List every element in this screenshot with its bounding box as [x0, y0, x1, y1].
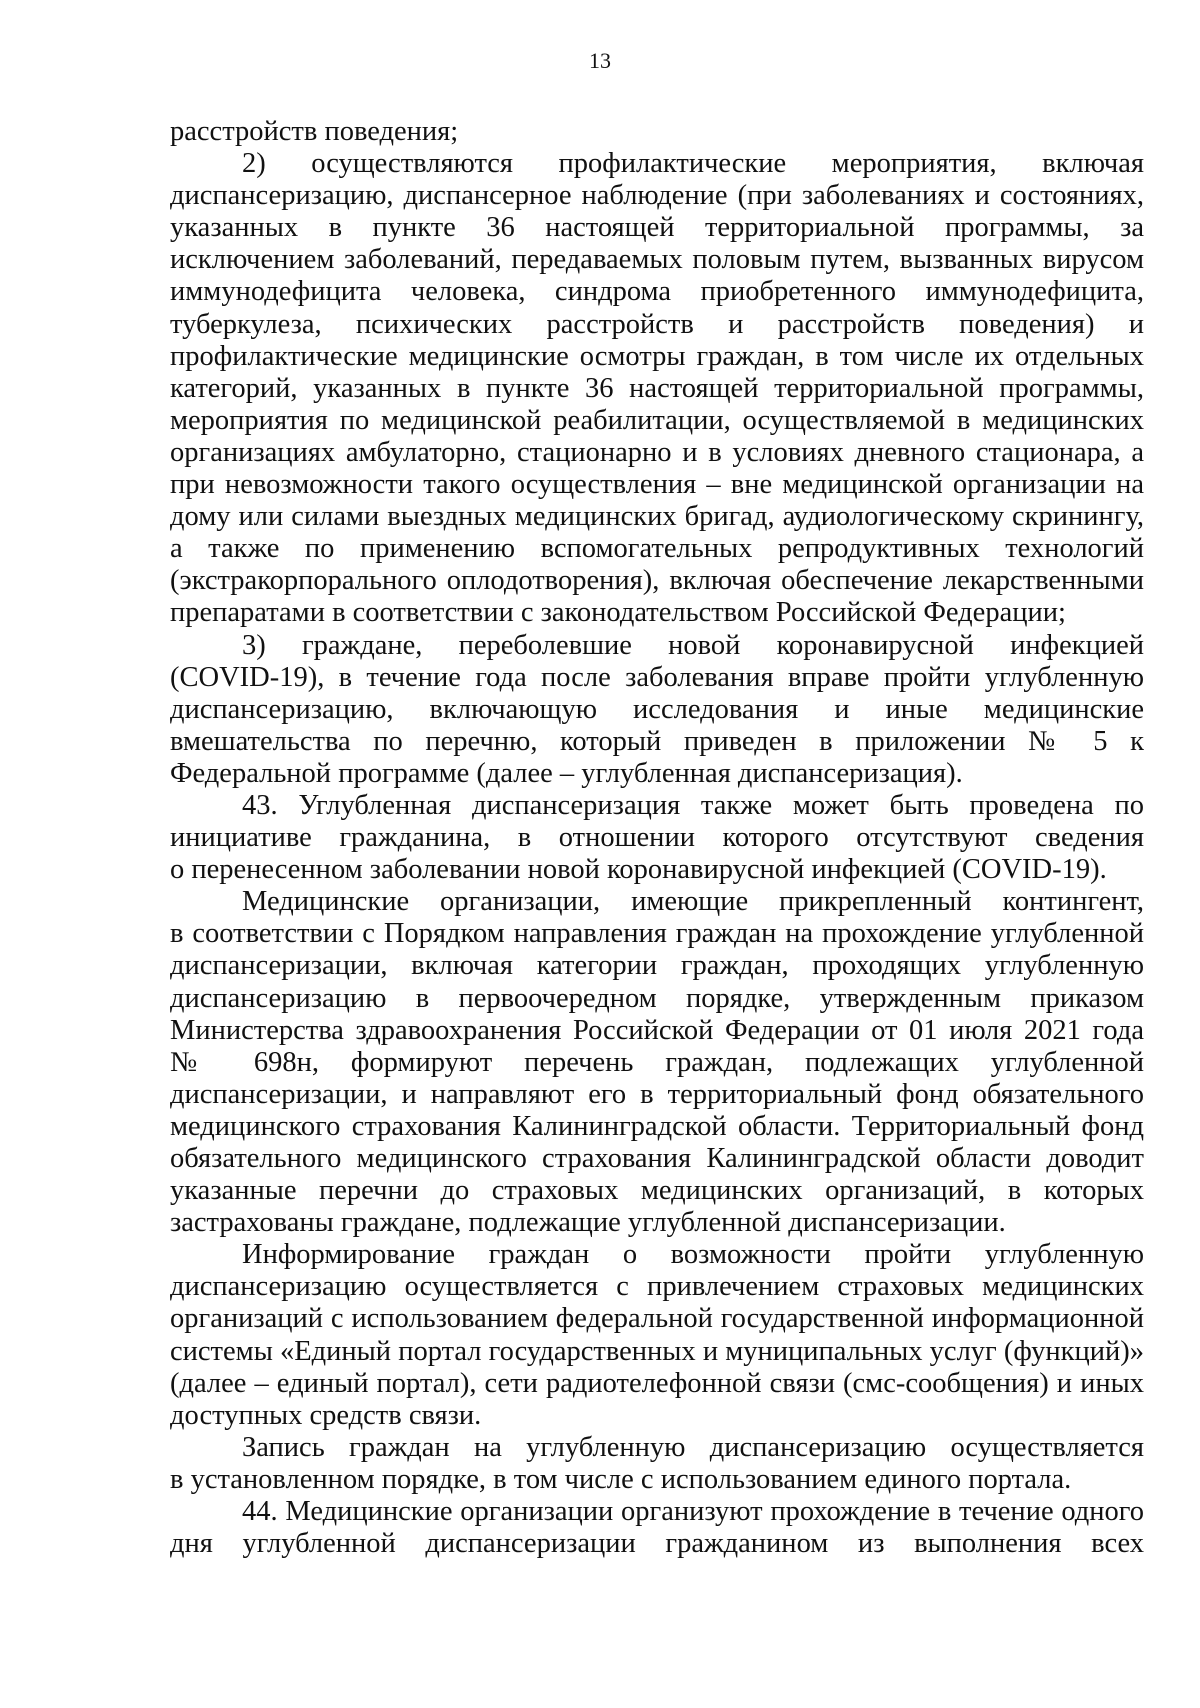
text-line: 43. Углубленная диспансеризация также может быть проведена по — [242, 789, 1144, 821]
text-line: диспансеризации, и направляют его в территориальный фонд обязательного — [170, 1078, 1144, 1110]
text-line: (экстракорпорального оплодотворения), включая обеспечение лекарственными — [170, 565, 1144, 597]
text-line: (COVID-19), в течение года после заболевания вправе пройти углубленную — [170, 661, 1144, 693]
text-line: системы «Единый портал государственных и муниципальных услуг (функций)» — [170, 1335, 1144, 1367]
text-line: профилактические медицинские осмотры граждан, в том числе их отдельных — [170, 340, 1144, 372]
text-line: Запись граждан на углубленную диспансеризацию осуществляется — [242, 1431, 1144, 1463]
text-line: диспансеризацию в первоочередном порядке, утвержденным приказом — [170, 982, 1144, 1014]
text-line: указанных в пункте 36 настоящей территориальной программы, за — [170, 212, 1144, 244]
document-body — [170, 116, 1144, 1560]
text-line: обязательного медицинского страхования Калининградской области доводит — [170, 1143, 1144, 1174]
text-line: организациях амбулаторно, стационарно и в условиях дневного стационара, а — [170, 436, 1144, 468]
text-line: а также по применению вспомогательных репродуктивных технологий — [170, 533, 1144, 565]
text-line: при невозможности такого осуществления – вне медицинской организации на — [170, 469, 1144, 501]
text-line: застрахованы граждане, подлежащие углубленной диспансеризации. — [170, 1207, 1006, 1239]
text-line: указанные перечни до страховых медицинских организаций, в которых — [170, 1175, 1144, 1207]
text-line: диспансеризацию, диспансерное наблюдение (при заболеваниях и состояниях, — [170, 180, 1144, 212]
text-line: 2) осуществляются профилактические мероприятия, включая — [242, 148, 1144, 180]
text-line: Медицинские организации, имеющие прикрепленный контингент, — [242, 886, 1144, 918]
text-line: дня углубленной диспансеризации гражданином из выполнения всех — [170, 1528, 1144, 1560]
text-line: исключением заболеваний, передаваемых половым путем, вызванных вирусом — [170, 244, 1144, 276]
text-line: 44. Медицинские организации организуют прохождение в течение одного — [242, 1496, 1144, 1528]
text-line: Федеральной программе (далее – углубленная диспансеризация). — [170, 757, 963, 789]
text-line: туберкулеза, психических расстройств и расстройств поведения) и — [170, 308, 1144, 340]
page-number: 13 — [589, 48, 611, 73]
text-line: инициативе гражданина, в отношении которого отсутствуют сведения — [170, 822, 1144, 854]
text-line: расстройств поведения; — [170, 116, 459, 147]
text-line: препаратами в соответствии с законодательством Российской Федерации; — [170, 597, 1066, 629]
text-line: медицинского страхования Калининградской области. Территориальный фонд — [170, 1110, 1144, 1142]
text-line: вмешательства по перечню, который приведен в приложении № 5 к — [170, 725, 1144, 757]
text-line: Информирование граждан о возможности пройти углубленную — [242, 1239, 1144, 1271]
text-line: (далее – единый портал), сети радиотелефонной связи (смс-сообщения) и иных — [170, 1367, 1144, 1399]
text-line: диспансеризации, включая категории граждан, проходящих углубленную — [170, 950, 1144, 982]
text-line: дому или силами выездных медицинских бригад, аудиологическому скринингу, — [170, 501, 1144, 533]
text-line: мероприятия по медицинской реабилитации, осуществляемой в медицинских — [170, 404, 1144, 436]
text-line: диспансеризацию осуществляется с привлечением страховых медицинских — [170, 1271, 1144, 1303]
text-line: в установленном порядке, в том числе с использованием единого портала. — [170, 1463, 1072, 1495]
text-line: № 698н, формируют перечень граждан, подлежащих углубленной — [170, 1046, 1144, 1078]
text-line: диспансеризацию, включающую исследования и иные медицинские — [170, 693, 1144, 725]
text-line: доступных средств связи. — [170, 1399, 482, 1431]
text-line: о перенесенном заболевании новой коронавирусной инфекцией (COVID-19). — [170, 854, 1107, 886]
text-line: 3) граждане, переболевшие новой коронавирусной инфекцией — [242, 629, 1144, 661]
text-line: Министерства здравоохранения Российской Федерации от 01 июля 2021 года — [170, 1014, 1144, 1046]
text-line: организаций с использованием федеральной государственной информационной — [170, 1303, 1144, 1335]
text-line: в соответствии с Порядком направления граждан на прохождение углубленной — [170, 918, 1144, 950]
text-line: иммунодефицита человека, синдрома приобретенного иммунодефицита, — [170, 276, 1144, 308]
text-line: категорий, указанных в пункте 36 настоящей территориальной программы, — [170, 372, 1144, 404]
